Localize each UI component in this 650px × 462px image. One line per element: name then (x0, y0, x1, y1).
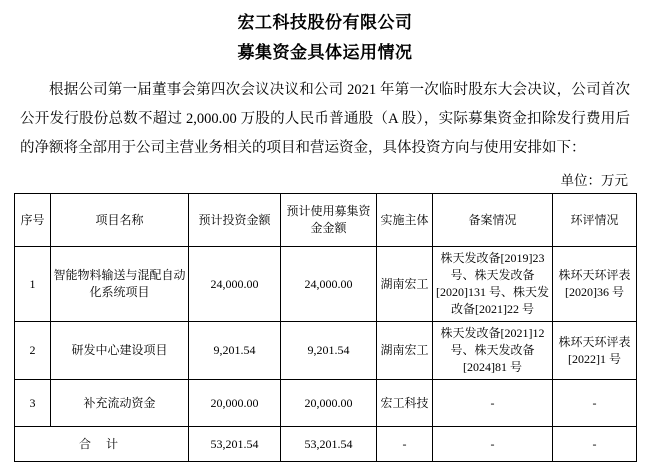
cell-total-label: 合 计 (15, 427, 189, 462)
cell-planned-investment: 9,201.54 (189, 322, 281, 380)
column-header-filing-status: 备案情况 (433, 194, 553, 247)
column-header-planned-fund-use: 预计使用募集资金金额 (281, 194, 377, 247)
cell-implementing-entity: 宏工科技 (377, 380, 433, 427)
table-header-row (15, 194, 637, 247)
cell-total-planned-fund-use: 53,201.54 (281, 427, 377, 462)
cell-planned-investment: 20,000.00 (189, 380, 281, 427)
cell-total-implementing-entity: - (377, 427, 433, 462)
cell-filing-status: - (433, 380, 553, 427)
cell-seq: 3 (15, 380, 51, 427)
table-row (15, 380, 637, 427)
cell-project-name: 智能物料输送与混配自动化系统项目 (51, 247, 189, 322)
cell-filing-status: 株天发改备[2021]12 号、株天发改备[2024]81 号 (433, 322, 553, 380)
company-title: 宏工科技股份有限公司 (237, 13, 413, 32)
cell-filing-status: 株天发改备[2019]23 号、株天发改备[2020]131 号、株天发改备[2021]22 号 (433, 247, 553, 322)
cell-environmental-status: 株环天环评表[2022]1 号 (553, 322, 637, 380)
unit-note: 单位：万元 (560, 173, 628, 188)
cell-planned-investment: 24,000.00 (189, 247, 281, 322)
cell-implementing-entity: 湖南宏工 (377, 322, 433, 380)
column-header-planned-investment: 预计投资金额 (189, 194, 281, 247)
cell-total-planned-investment: 53,201.54 (189, 427, 281, 462)
cell-seq: 1 (15, 247, 51, 322)
cell-planned-fund-use: 24,000.00 (281, 247, 377, 322)
cell-environmental-status: 株环天环评表[2020]36 号 (553, 247, 637, 322)
table-total-row (15, 427, 637, 462)
column-header-implementing-entity: 实施主体 (377, 194, 433, 247)
fundraising-use-table (14, 193, 637, 462)
cell-planned-fund-use: 20,000.00 (281, 380, 377, 427)
column-header-environmental-status: 环评情况 (553, 194, 637, 247)
cell-total-environmental-status: - (553, 427, 637, 462)
page-title: 募集资金具体运用情况 (237, 43, 413, 62)
cell-environmental-status: - (553, 380, 637, 427)
cell-total-filing-status: - (433, 427, 553, 462)
cell-implementing-entity: 湖南宏工 (377, 247, 433, 322)
table-row (15, 322, 637, 380)
cell-planned-fund-use: 9,201.54 (281, 322, 377, 380)
table-row (15, 247, 637, 322)
column-header-seq: 序号 (15, 194, 51, 247)
column-header-project-name: 项目名称 (51, 194, 189, 247)
cell-project-name: 研发中心建设项目 (51, 322, 189, 380)
cell-seq: 2 (15, 322, 51, 380)
cell-project-name: 补充流动资金 (51, 380, 189, 427)
intro-paragraph: 根据公司第一届董事会第四次会议决议和公司 2021 年第一次临时股东大会决议，公司首次公开发行股份总数不超过 2,000.00 万股的人民币普通股（A 股），实际募集资金扣除发行费用后的净额将全部用于公司主营业务相关的项目和营运资金，具体投资方向与使用安排如下： (20, 82, 630, 156)
